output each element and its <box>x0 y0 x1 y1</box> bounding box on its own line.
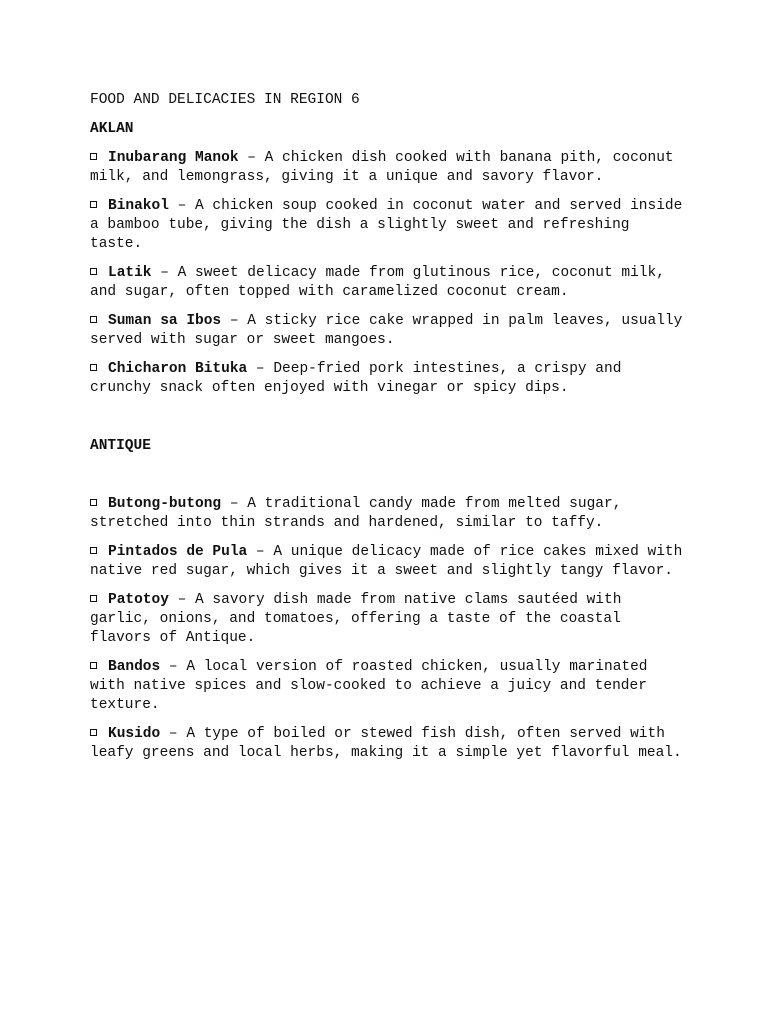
square-bullet-icon <box>90 316 97 323</box>
square-bullet-icon <box>90 547 97 554</box>
antique-food-list <box>90 495 690 763</box>
separator: – <box>238 150 265 166</box>
food-description: A unique delicacy made of rice cakes mixed with native red sugar, which gives it a sweet and slightly tangy flavor. <box>90 544 683 579</box>
list-item <box>90 264 690 302</box>
square-bullet-icon <box>90 662 97 669</box>
food-description: A local version of roasted chicken, usually marinated with native spices and slow-cooked to achieve a juicy and tender texture. <box>90 659 648 713</box>
separator: – <box>160 726 187 742</box>
food-name: Inubarang Manok <box>108 150 239 166</box>
square-bullet-icon <box>90 595 97 602</box>
separator: – <box>247 361 274 377</box>
food-description: A sweet delicacy made from glutinous rice, coconut milk, and sugar, often topped with caramelized coconut cream. <box>90 265 665 300</box>
food-name: Chicharon Bituka <box>108 361 248 377</box>
food-name: Bandos <box>108 659 161 675</box>
food-name: Latik <box>108 265 152 281</box>
list-item <box>90 360 690 398</box>
food-description: A chicken soup cooked in coconut water and served inside a bamboo tube, giving the dish a slightly sweet and refreshing taste. <box>90 198 683 252</box>
list-item <box>90 725 690 763</box>
food-name: Patotoy <box>108 592 169 608</box>
food-name: Butong-butong <box>108 496 222 512</box>
separator: – <box>221 496 248 512</box>
food-name: Binakol <box>108 198 169 214</box>
food-description: A traditional candy made from melted sugar, stretched into thin strands and hardened, similar to taffy. <box>90 496 622 531</box>
separator: – <box>168 198 196 214</box>
square-bullet-icon <box>90 499 97 506</box>
square-bullet-icon <box>90 729 97 736</box>
list-item <box>90 149 690 187</box>
food-description: A chicken dish cooked with banana pith, coconut milk, and lemongrass, giving it a unique and savory flavor. <box>90 150 674 185</box>
list-item <box>90 591 690 648</box>
food-description: Deep-fried pork intestines, a crispy and crunchy snack often enjoyed with vinegar or spicy dips. <box>90 361 622 396</box>
list-item <box>90 543 690 581</box>
list-item <box>90 312 690 350</box>
square-bullet-icon <box>90 201 97 208</box>
separator: – <box>221 313 248 329</box>
food-name: Kusido <box>108 726 161 742</box>
food-name: Pintados de Pula <box>108 544 248 560</box>
list-item <box>90 495 690 533</box>
document-page <box>90 91 690 773</box>
square-bullet-icon <box>90 268 97 275</box>
separator: – <box>247 544 274 560</box>
square-bullet-icon <box>90 364 97 371</box>
separator: – <box>160 659 187 675</box>
separator: – <box>168 592 196 608</box>
separator: – <box>151 265 178 281</box>
aklan-food-list <box>90 149 690 398</box>
food-description: A sticky rice cake wrapped in palm leaves, usually served with sugar or sweet mangoes. <box>90 313 683 348</box>
region-heading-antique: ANTIQUE <box>90 438 151 454</box>
list-item <box>90 197 690 254</box>
document-title: FOOD AND DELICACIES IN REGION 6 <box>90 92 360 108</box>
list-item <box>90 658 690 715</box>
region-heading-aklan: AKLAN <box>90 121 134 137</box>
food-description: A savory dish made from native clams sautéed with garlic, onions, and tomatoes, offering a taste of the coastal flavors of Antique. <box>90 592 622 646</box>
food-description: A type of boiled or stewed fish dish, often served with leafy greens and local herbs, making it a simple yet flavorful meal. <box>90 726 682 761</box>
square-bullet-icon <box>90 153 97 160</box>
food-name: Suman sa Ibos <box>108 313 222 329</box>
